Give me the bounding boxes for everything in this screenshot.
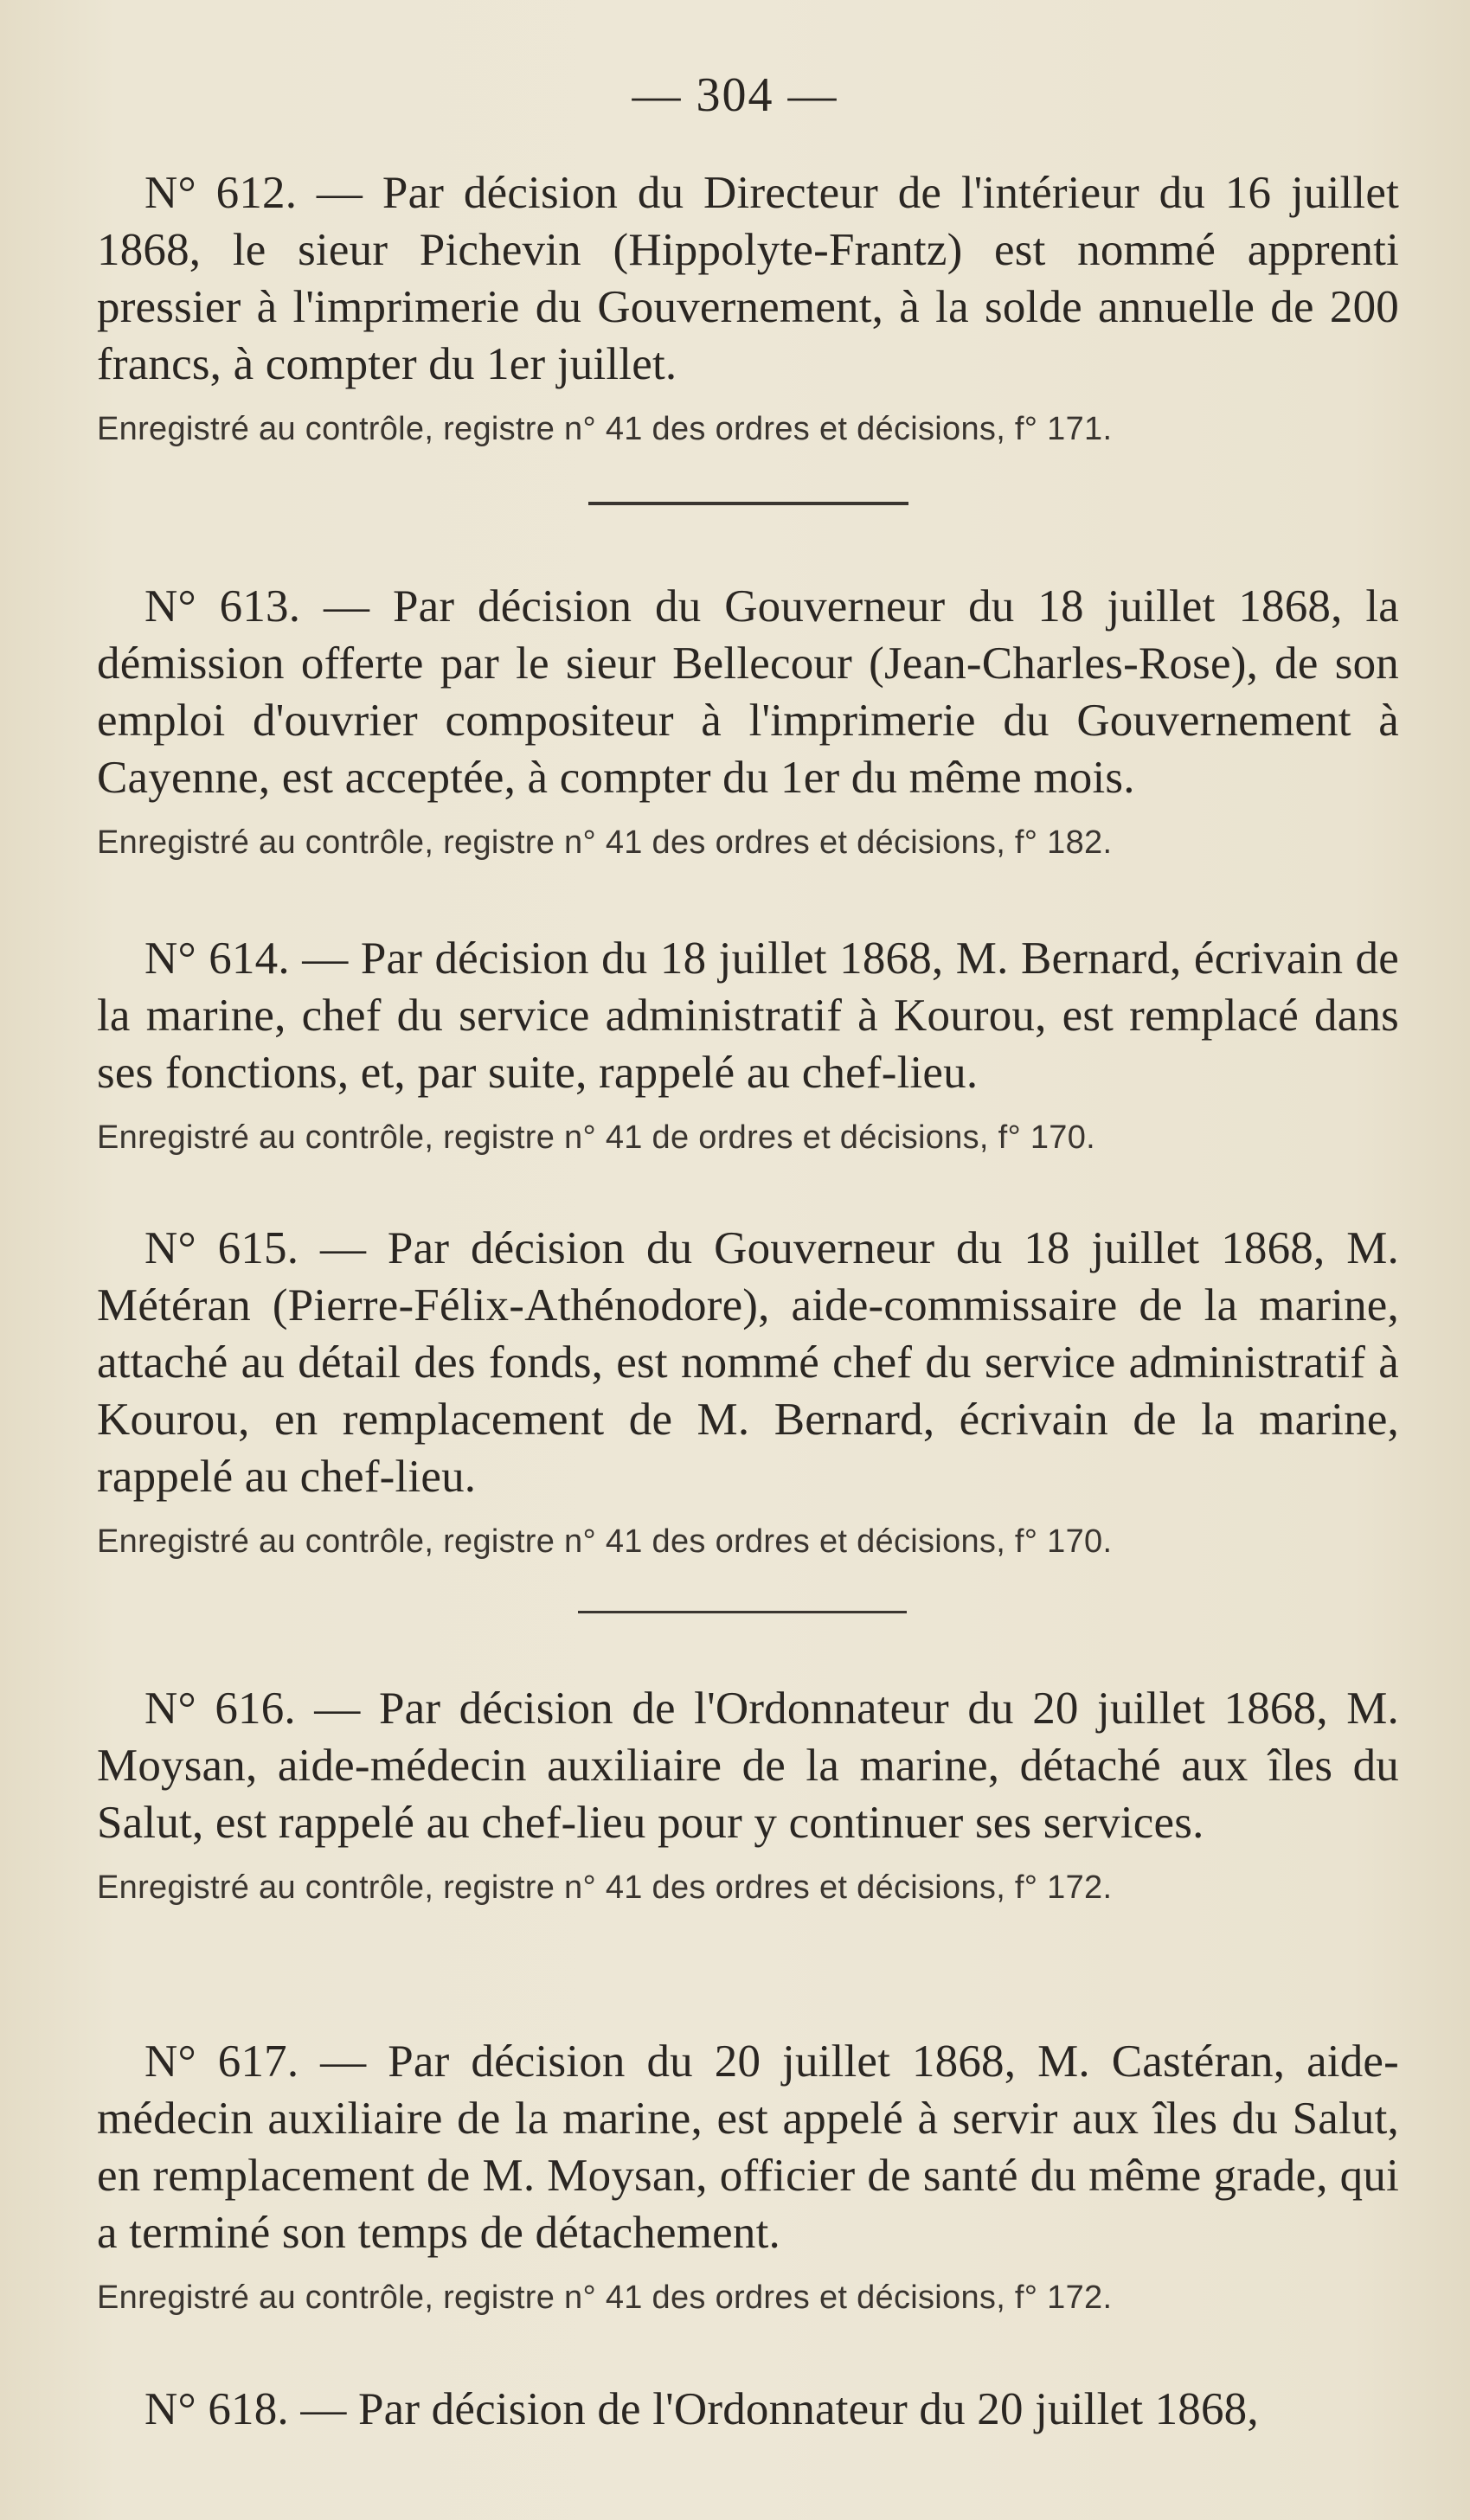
registration-note: Enregistré au contrôle, registre n° 41 des ordres et décisions, f° 170. <box>97 1523 1113 1560</box>
section-divider <box>578 1611 907 1613</box>
entry-text: N° 616. — Par décision de l'Ordonnateur du 20 juillet 1868, M. Moysan, aide-médecin auxiliaire de la marine, détaché aux îles du Salut, est rappelé au chef-lieu pour y continuer ses services. <box>97 1683 1399 1848</box>
page-number: — 304 — <box>632 68 838 122</box>
entry-text: N° 617. — Par décision du 20 juillet 1868, M. Castéran, aide-médecin auxiliaire de la marine, est appelé à servir aux îles du Salut, en remplacement de M. Moysan, officier de santé du même grade, qui a terminé son temps de détachement. <box>97 2036 1399 2258</box>
entry-text: N° 615. — Par décision du Gouverneur du 18 juillet 1868, M. Météran (Pierre-Félix-Athénodore), aide-commissaire de la marine, attaché au détail des fonds, est nommé chef du service administratif à Kourou, en remplacement de M. Bernard, écrivain de la marine, rappelé au chef-lieu. <box>97 1223 1399 1502</box>
registration-note: Enregistré au contrôle, registre n° 41 des ordres et décisions, f° 182. <box>97 824 1113 861</box>
registration-note: Enregistré au contrôle, registre n° 41 des ordres et décisions, f° 171. <box>97 411 1113 447</box>
entry-615 <box>97 1220 1399 1562</box>
entry-text: N° 614. — Par décision du 18 juillet 1868, M. Bernard, écrivain de la marine, chef du service administratif à Kourou, est remplacé dans ses fonctions, et, par suite, rappelé au chef-lieu. <box>97 933 1399 1098</box>
entry-616 <box>97 1680 1399 1908</box>
registration-note: Enregistré au contrôle, registre n° 41 des ordres et décisions, f° 172. <box>97 2280 1113 2316</box>
registration-note: Enregistré au contrôle, registre n° 41 des ordres et décisions, f° 172. <box>97 1869 1113 1906</box>
entry-617 <box>97 2033 1399 2318</box>
entry-612 <box>97 164 1399 450</box>
entry-618 <box>97 2381 1399 2438</box>
entry-614 <box>97 930 1399 1158</box>
entry-text: N° 612. — Par décision du Directeur de l'intérieur du 16 juillet 1868, le sieur Pichevin (Hippolyte-Frantz) est nommé apprenti pressier à l'imprimerie du Gouvernement, à la solde annuelle de 200 francs, à compter du 1er juillet. <box>97 168 1399 389</box>
registration-note: Enregistré au contrôle, registre n° 41 de ordres et décisions, f° 170. <box>97 1119 1096 1156</box>
section-divider <box>588 502 908 505</box>
entry-text: N° 613. — Par décision du Gouverneur du 18 juillet 1868, la démission offerte par le sieur Bellecour (Jean-Charles-Rose), de son emploi d'ouvrier compositeur à l'imprimerie du Gouvernement à Cayenne, est acceptée, à compter du 1er du même mois. <box>97 581 1399 803</box>
entry-text: N° 618. — Par décision de l'Ordonnateur du 20 juillet 1868, <box>144 2384 1259 2434</box>
entry-613 <box>97 578 1399 863</box>
